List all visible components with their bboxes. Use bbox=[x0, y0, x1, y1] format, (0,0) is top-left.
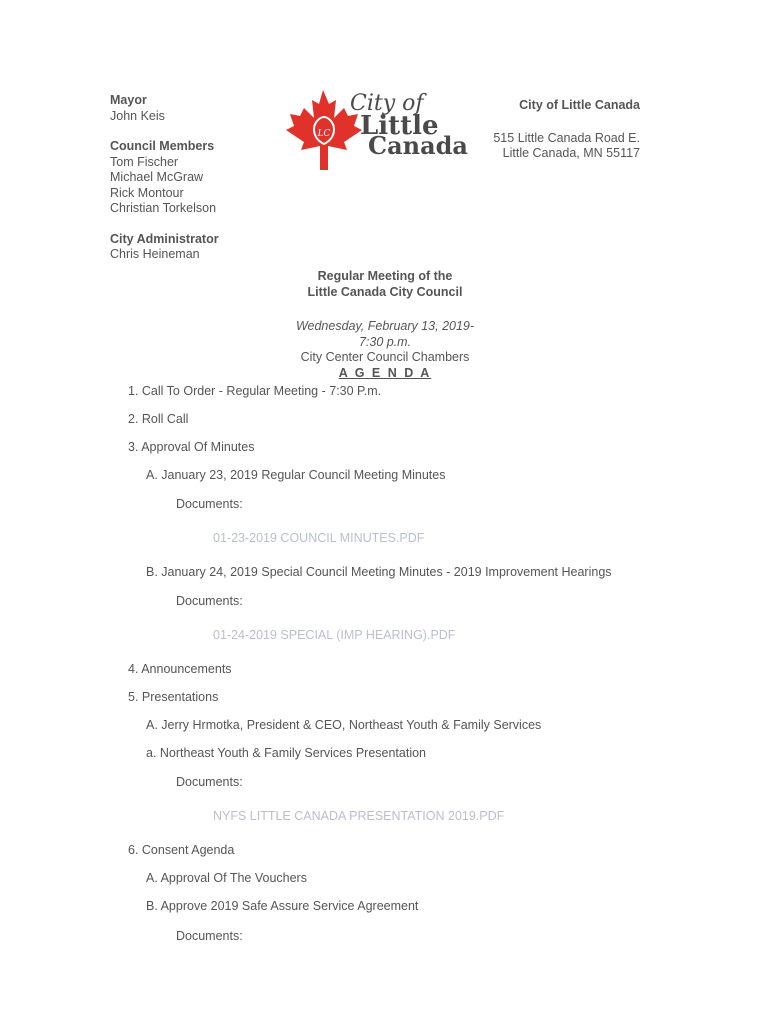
meeting-info bbox=[0, 319, 770, 381]
documents-label: Documents: bbox=[176, 929, 243, 943]
maple-leaf-icon bbox=[282, 86, 472, 176]
agenda-item-5a: a. Northeast Youth & Family Services Presentation bbox=[146, 746, 427, 760]
agenda-item-2: 2. Roll Call bbox=[128, 412, 189, 426]
documents-label: Documents: bbox=[176, 497, 243, 511]
meeting-time: 7:30 p.m. bbox=[358, 334, 412, 349]
document-link-nyfs-presentation[interactable]: NYFS LITTLE CANADA PRESENTATION 2019.PDF bbox=[213, 809, 505, 823]
council-member: Tom Fischer bbox=[110, 154, 179, 169]
agenda-item-4: 4. Announcements bbox=[128, 662, 232, 676]
admin-heading: City Administrator bbox=[110, 231, 219, 246]
officials-block bbox=[110, 93, 310, 263]
agenda-item-3b: B. January 24, 2019 Special Council Meeting Minutes - 2019 Improvement Hearings bbox=[146, 565, 612, 579]
meeting-location: City Center Council Chambers bbox=[300, 350, 470, 364]
agenda-item-6A: A. Approval Of The Vouchers bbox=[146, 871, 307, 885]
street-address: 515 Little Canada Road E. bbox=[493, 130, 640, 145]
meeting-title-line1: Regular Meeting of the bbox=[317, 269, 453, 283]
address-block bbox=[493, 98, 640, 162]
logo-line2: Little bbox=[360, 111, 439, 141]
agenda-item-5A: A. Jerry Hrmotka, President & CEO, Northeast Youth & Family Services bbox=[146, 718, 542, 732]
council-member: Christian Torkelson bbox=[110, 201, 217, 215]
logo-line1: City of bbox=[350, 91, 424, 116]
meeting-title bbox=[0, 269, 770, 300]
council-heading: Council Members bbox=[110, 139, 215, 153]
meeting-date: Wednesday, February 13, 2019- bbox=[295, 319, 475, 333]
documents-label: Documents: bbox=[176, 594, 243, 608]
agenda-item-6: 6. Consent Agenda bbox=[128, 843, 235, 857]
document-link-council-minutes[interactable]: 01-23-2019 COUNCIL MINUTES.PDF bbox=[213, 531, 425, 545]
agenda-item-3: 3. Approval Of Minutes bbox=[128, 440, 255, 454]
council-member: Michael McGraw bbox=[110, 170, 204, 184]
mayor-heading: Mayor bbox=[110, 93, 147, 107]
city-state-zip: Little Canada, MN 55117 bbox=[502, 146, 640, 160]
logo-emblem-text: LC bbox=[317, 129, 331, 139]
logo-line3: Canada bbox=[368, 131, 468, 160]
document-link-special-hearing[interactable]: 01-24-2019 SPECIAL (IMP HEARING).PDF bbox=[213, 628, 456, 642]
agenda-item-6B: B. Approve 2019 Safe Assure Service Agreement bbox=[146, 899, 419, 913]
documents-label: Documents: bbox=[176, 775, 243, 789]
meeting-title-line2: Little Canada City Council bbox=[307, 284, 463, 299]
admin-name: Chris Heineman bbox=[110, 247, 200, 261]
agenda-item-5: 5. Presentations bbox=[128, 690, 219, 704]
city-name: City of Little Canada bbox=[519, 98, 640, 112]
agenda-heading: A G E N D A bbox=[338, 365, 432, 380]
council-member: Rick Montour bbox=[110, 185, 184, 200]
mayor-name: John Keis bbox=[110, 108, 165, 123]
agenda-item-1: 1. Call To Order - Regular Meeting - 7:30 P.m. bbox=[128, 384, 382, 398]
agenda-item-3a: A. January 23, 2019 Regular Council Meeting Minutes bbox=[146, 468, 446, 482]
city-logo bbox=[282, 86, 472, 176]
